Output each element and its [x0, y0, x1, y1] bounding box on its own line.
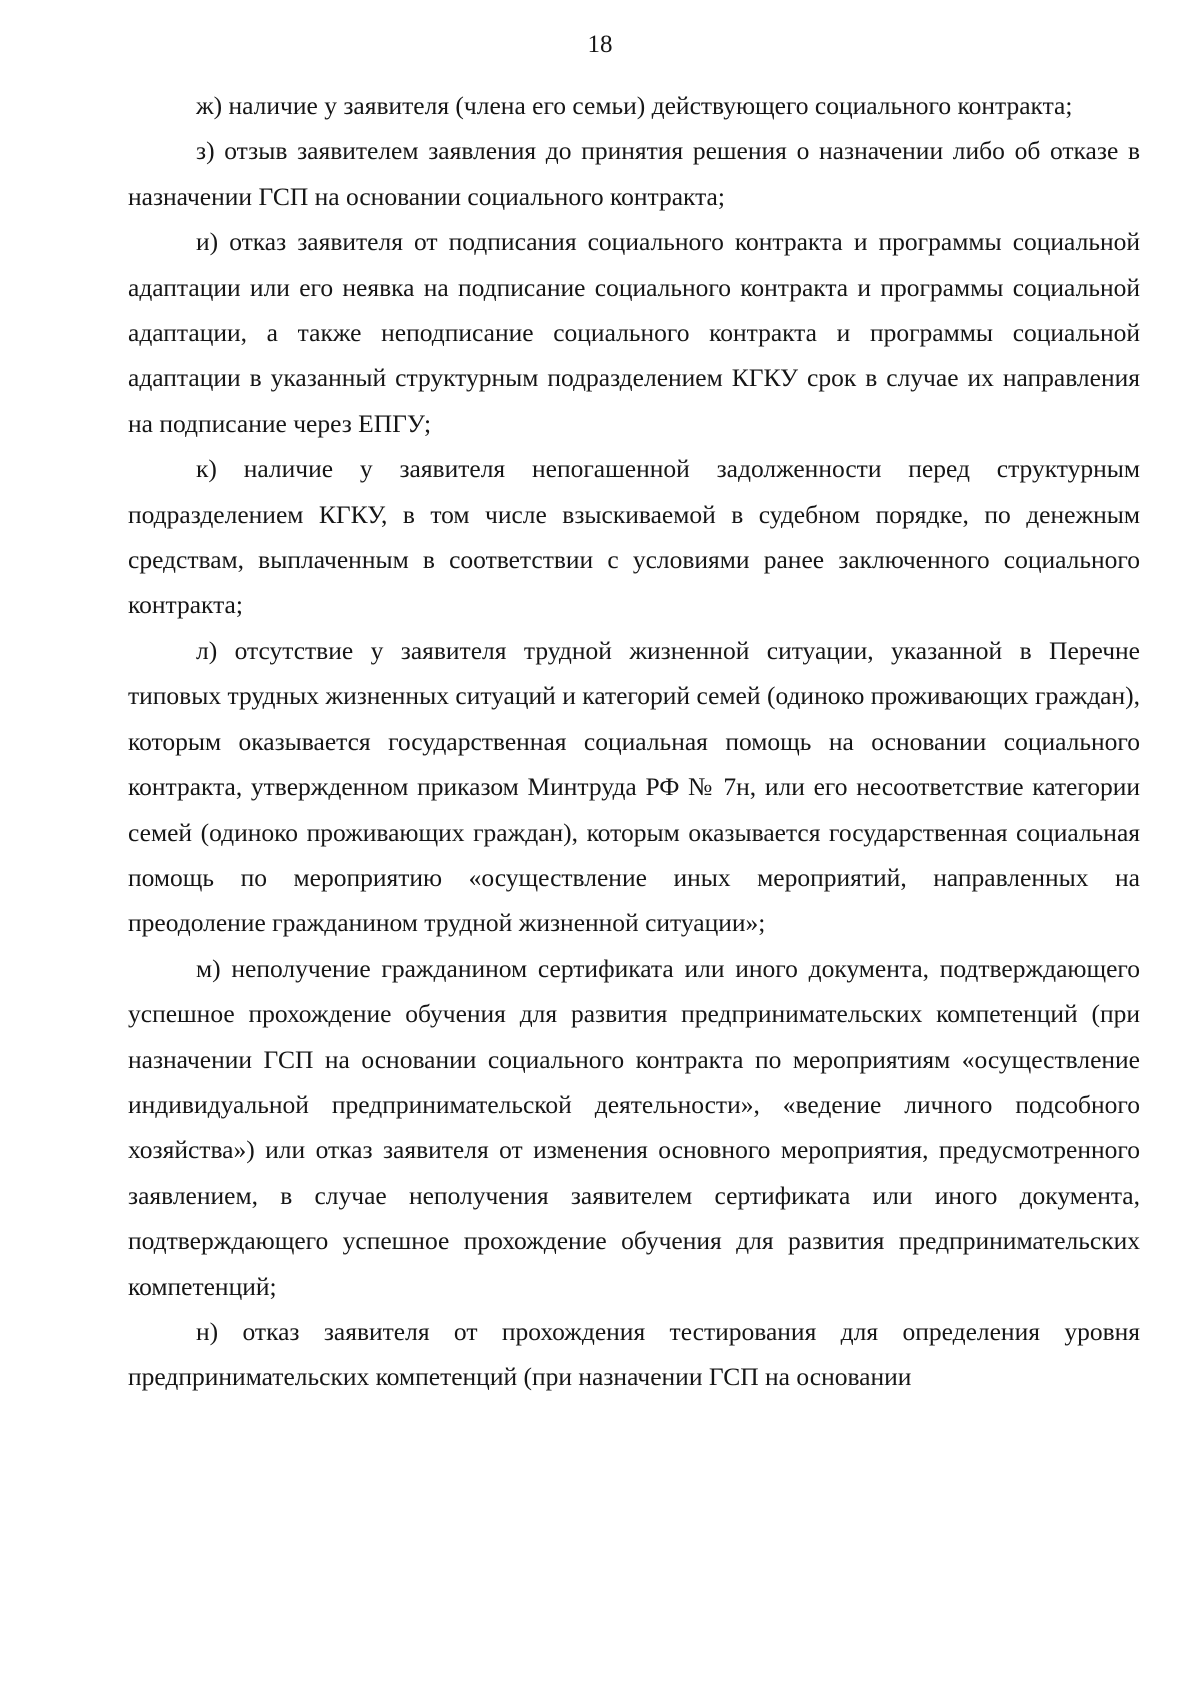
paragraph-n: н) отказ заявителя от прохождения тестирования для определения уровня предпринимательских компетенций (при назначении ГСП на основании [128, 1316, 1140, 1392]
paragraph-k: к) наличие у заявителя непогашенной задолженности перед структурным подразделением КГКУ, в том числе взыскиваемой в судебном порядке, по денежным средствам, выплаченным в соответствии с условиями ранее заключенного социального контракта; [128, 454, 1140, 620]
paragraph-z: з) отзыв заявителем заявления до принятия решения о назначении либо об отказе в назначении ГСП на основании социального контракта; [128, 136, 1140, 211]
paragraph-m: м) неполучение гражданином сертификата или иного документа, подтверждающего успешное прохождение обучения для развития предпринимательских компетенций (при назначении ГСП на основании социального контракта по мероприятиям «осуществление индивидуальной предпринимательской деятельности», «ведение личного подсобного хозяйства») или отказ заявителя от изменения основного мероприятия, предусмотренного заявлением, в случае неполучения заявителем сертификата или иного документа, подтверждающего успешное прохождение обучения для развития предпринимательских компетенций; [128, 953, 1140, 1301]
paragraph-i: и) отказ заявителя от подписания социального контракта и программы социальной адаптации или его неявка на подписание социального контракта и программы социальной адаптации, а также неподписание социального контракта и программы социальной адаптации в указанный структурным подразделением КГКУ срок в случае их направления на подписание через ЕПГУ; [128, 227, 1140, 438]
paragraph-l: л) отсутствие у заявителя трудной жизненной ситуации, указанной в Перечне типовых трудных жизненных ситуаций и категорий семей (одиноко проживающих граждан), которым оказывается государственная социальная помощь на основании социального контракта, утвержденном приказом Минтруда РФ № 7н, или его несоответствие категории семей (одиноко проживающих граждан), которым оказывается государственная социальная помощь по мероприятию «осуществление иных мероприятий, направленных на преодоление гражданином трудной жизненной ситуации»; [128, 635, 1140, 938]
page-number: 18 [587, 31, 613, 58]
paragraph-zh: ж) наличие у заявителя (члена его семьи) действующего социального контракта; [196, 91, 1073, 120]
document-body [128, 83, 1140, 1400]
